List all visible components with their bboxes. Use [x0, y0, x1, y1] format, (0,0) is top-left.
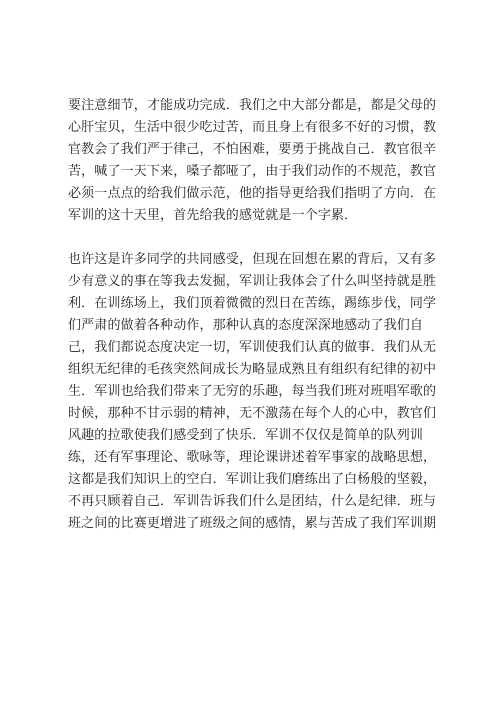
text-line: 生．军训也给我们带来了无穷的乐趣，每当我们班对班唱军歌的	[68, 384, 437, 399]
text-line: 组织无纪律的毛孩突然间成长为略显成熟且有组织有纪律的初中	[68, 362, 437, 377]
text-line: 班之间的比赛更增进了班级之间的感情，累与苦成了我们军训期	[68, 516, 437, 531]
paragraph-1	[68, 95, 440, 227]
paragraph-2	[68, 249, 440, 535]
text-line: 们严肃的做着各种动作，那种认真的态度深深地感动了我们自	[68, 318, 424, 333]
text-line: 心肝宝贝，生活中很少吃过苦，而且身上有很多不好的习惯，教	[68, 120, 437, 135]
text-line: 军训的这十天里，首先给我的感觉就是一个字累．	[68, 208, 358, 223]
text-line: 苦，喊了一天下来，嗓子都哑了，由于我们动作的不规范，教官	[68, 164, 437, 179]
text-line: 也许这是许多同学的共同感受，但现在回想在累的背后，又有多	[68, 252, 437, 267]
text-line: 少有意义的事在等我去发掘，军训让我体会了什么叫坚持就是胜	[68, 274, 437, 289]
document-body	[68, 95, 440, 535]
text-line: 要注意细节，才能成功完成．我们之中大部分都是，都是父母的	[68, 98, 437, 113]
text-line: 这都是我们知识上的空白．军训让我们磨练出了白杨般的坚毅，	[68, 472, 437, 487]
text-line: 时候，那种不甘示弱的精神，无不激荡在每个人的心中，教官们	[68, 406, 437, 421]
text-line: 风趣的拉歌使我们感受到了快乐．军训不仅仅是简单的队列训	[68, 428, 424, 443]
text-line: 不再只顾着自己．军训告诉我们什么是团结，什么是纪律．班与	[68, 494, 437, 509]
text-line: 练，还有军事理论、歌咏等，理论课讲述着军事家的战略思想，	[68, 450, 437, 465]
text-line: 己，我们都说态度决定一切，军训使我们认真的做事．我们从无	[68, 340, 437, 355]
text-line: 利．在训练场上，我们顶着微微的烈日在苦练，踢练步伐，同学	[68, 296, 437, 311]
text-line: 必须一点点的给我们做示范，他的指导更给我们指明了方向．在	[68, 186, 437, 201]
text-line: 官教会了我们严于律己，不怕困难，要勇于挑战自己．教官很辛	[68, 142, 437, 157]
